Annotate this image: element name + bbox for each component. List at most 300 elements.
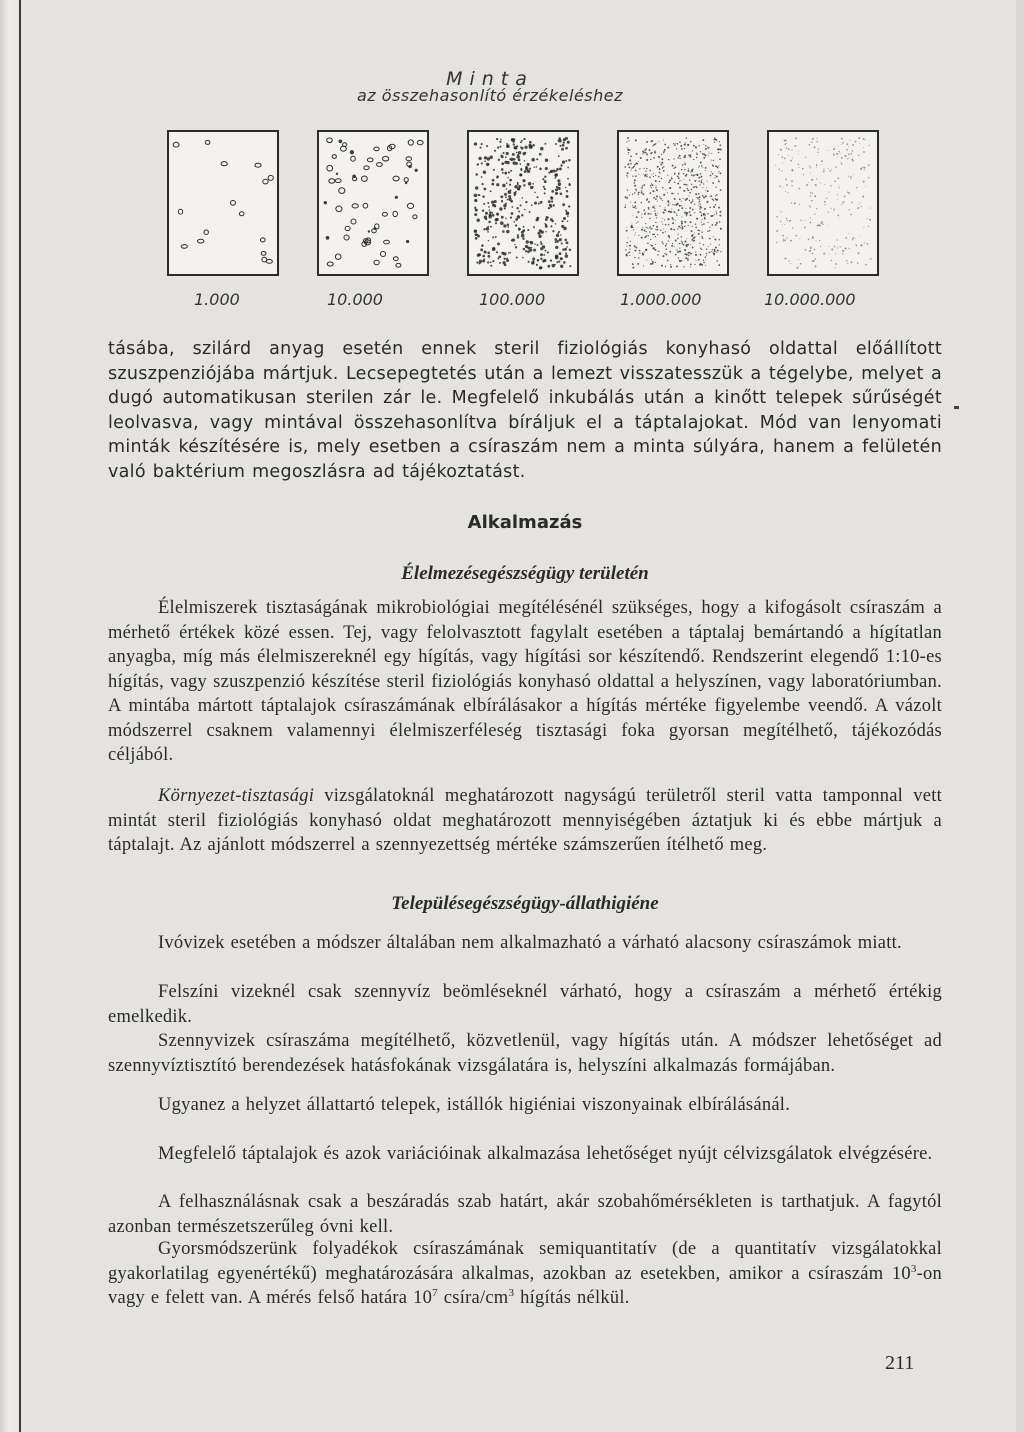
colony-dot [852, 150, 854, 152]
colony-dot [221, 162, 227, 166]
colony-dot [668, 202, 669, 203]
colony-dot [630, 202, 631, 203]
colony-dot [628, 149, 630, 151]
colony-dot [789, 220, 791, 222]
colony-dot [554, 264, 555, 265]
colony-dot [715, 195, 716, 196]
colony-dot [413, 215, 417, 219]
colony-dot [653, 173, 654, 174]
colony-dot [663, 194, 665, 196]
colony-dot [636, 223, 637, 224]
colony-dot [492, 236, 494, 238]
colony-dot [561, 148, 564, 151]
colony-dot [778, 169, 780, 171]
colony-dot [837, 194, 838, 195]
colony-dot [810, 172, 811, 173]
colony-dot [863, 138, 865, 140]
colony-dot [715, 247, 717, 249]
colony-dot [855, 238, 856, 239]
colony-dot [853, 174, 854, 175]
colony-dot [514, 194, 516, 196]
colony-dot [668, 240, 669, 241]
panel-label-5: 10.000.000 [764, 290, 856, 309]
colony-dot [533, 226, 535, 228]
colony-dot [568, 205, 570, 207]
colony-panel-5-art [769, 132, 877, 274]
colony-dot [512, 238, 515, 241]
colony-dot [678, 155, 680, 157]
colony-dot [784, 140, 786, 142]
colony-dot [642, 153, 643, 154]
colony-dot [846, 149, 848, 151]
colony-dot [828, 168, 829, 169]
colony-dot [663, 170, 665, 172]
colony-dot [671, 178, 673, 180]
colony-dot [508, 252, 510, 254]
colony-dot [665, 231, 666, 232]
colony-dot [702, 195, 704, 197]
colony-dot [709, 230, 710, 231]
colony-dot [685, 175, 687, 177]
colony-dot [695, 146, 697, 148]
colony-dot [687, 188, 689, 190]
colony-dot [660, 198, 662, 200]
colony-dot [533, 167, 534, 168]
colony-dot [870, 258, 872, 260]
colony-dot [869, 145, 870, 146]
colony-dot [525, 201, 527, 203]
colony-dot [646, 260, 647, 261]
colony-dot [374, 147, 379, 151]
colony-dot [683, 184, 685, 186]
colony-dot [786, 147, 788, 149]
colony-dot [864, 242, 865, 243]
colony-dot [841, 138, 842, 139]
colony-dot [667, 200, 669, 202]
colony-dot [678, 193, 679, 194]
colony-dot [555, 170, 557, 172]
colony-dot [698, 205, 699, 206]
colony-dot [563, 227, 567, 231]
colony-dot [719, 158, 721, 160]
colony-dot [637, 211, 639, 213]
colony-panel-1-art [169, 132, 277, 274]
colony-dot [648, 235, 649, 236]
colony-dot [638, 235, 639, 236]
colony-dot [662, 218, 663, 219]
colony-dot [543, 186, 545, 188]
colony-dot [533, 249, 536, 252]
colony-dot [521, 234, 525, 238]
colony-dot [695, 193, 697, 195]
colony-dot [863, 181, 865, 183]
colony-dot [703, 260, 704, 261]
colony-dot [636, 190, 637, 191]
colony-dot [563, 217, 566, 220]
colony-dot [716, 186, 717, 187]
colony-dot [488, 215, 491, 218]
colony-dot [684, 148, 685, 149]
colony-dot [643, 174, 644, 175]
colony-dot [655, 244, 656, 245]
colony-dot [835, 253, 836, 254]
colony-dot [815, 258, 817, 260]
colony-dot [497, 242, 500, 245]
colony-dot [630, 155, 632, 157]
colony-dot [706, 253, 707, 254]
colony-dot [852, 144, 854, 146]
colony-dot [395, 196, 398, 199]
colony-dot [532, 257, 535, 260]
colony-dot [502, 152, 504, 154]
colony-dot [545, 231, 546, 232]
colony-dot [677, 183, 679, 185]
colony-dot [858, 155, 859, 156]
colony-dot [496, 138, 498, 140]
colony-dot [485, 212, 488, 215]
colony-dot [543, 259, 546, 262]
colony-dot [475, 233, 478, 236]
colony-dot [800, 263, 802, 265]
colony-dot [632, 215, 633, 216]
colony-dot [786, 237, 787, 238]
colony-dot [673, 143, 674, 144]
colony-dot [550, 218, 553, 221]
colony-dot [717, 166, 719, 168]
colony-dot [497, 147, 499, 149]
colony-dot [487, 231, 489, 233]
colony-dot [638, 194, 639, 195]
colony-dot [528, 182, 532, 186]
colony-dot [486, 145, 488, 147]
colony-dot [834, 246, 835, 247]
colony-dot [632, 267, 634, 269]
colony-dot [501, 168, 504, 171]
colony-dot [567, 212, 569, 214]
colony-dot [705, 170, 706, 171]
colony-dot [634, 182, 636, 184]
colony-dot [558, 261, 560, 263]
colony-dot [838, 146, 839, 147]
colony-dot [475, 173, 478, 176]
colony-dot [332, 155, 336, 159]
colony-dot [482, 183, 484, 185]
colony-dot [693, 159, 694, 160]
colony-dot [517, 187, 520, 190]
colony-dot [524, 160, 526, 162]
colony-dot [810, 248, 811, 249]
colony-dot [173, 142, 179, 147]
colony-dot [707, 146, 708, 147]
colony-dot [680, 145, 682, 147]
colony-dot [494, 150, 496, 152]
colony-dot [655, 187, 656, 188]
colony-dot [685, 142, 686, 143]
colony-dot [708, 201, 709, 202]
colony-dot [627, 147, 628, 148]
colony-dot [699, 264, 701, 266]
colony-dot [715, 175, 716, 176]
colony-dot [567, 167, 569, 169]
colony-dot [490, 226, 492, 228]
colony-dot [540, 201, 543, 204]
colony-dot [644, 251, 645, 252]
colony-dot [649, 176, 651, 178]
colony-dot [629, 167, 631, 169]
colony-dot [688, 195, 689, 196]
colony-dot [669, 251, 671, 253]
colony-dot [481, 162, 483, 164]
colony-dot [536, 264, 538, 266]
colony-panel-2 [317, 130, 429, 276]
colony-dot [705, 145, 706, 146]
colony-dot [699, 208, 700, 209]
colony-dot [716, 211, 717, 212]
colony-dot [785, 191, 786, 192]
colony-dot [527, 163, 530, 166]
colony-dot [820, 182, 821, 183]
colony-dot [477, 254, 480, 257]
colony-dot [650, 185, 651, 186]
colony-dot [510, 252, 512, 254]
colony-dot [687, 170, 689, 172]
colony-dot [515, 246, 517, 248]
colony-dot [627, 137, 629, 139]
colony-dot [866, 218, 867, 219]
rapid-text-a: Gyorsmódszerünk folyadékok csíraszámának semiquantitatív (de a quantitatív vizsgálatokkal gyakorlatilag egyenértékű) meghatározására alkalmas, azokban az esetekben, amikor a csíraszám 10 [108, 1239, 942, 1284]
colony-dot [679, 243, 680, 244]
colony-dot [326, 236, 330, 240]
colony-dot [492, 179, 495, 182]
colony-dot [714, 177, 715, 178]
colony-dot [826, 198, 827, 199]
colony-dot [565, 254, 568, 257]
colony-dot [814, 146, 816, 148]
colony-dot [833, 210, 834, 211]
colony-dot [685, 208, 686, 209]
colony-dot [522, 257, 524, 259]
colony-dot [676, 148, 677, 149]
colony-dot [775, 165, 776, 166]
colony-dot [547, 265, 550, 268]
colony-dot [662, 167, 664, 169]
colony-dot [632, 176, 633, 177]
colony-dot [504, 264, 507, 267]
colony-dot [553, 204, 555, 206]
colony-dot [626, 175, 627, 176]
colony-dot [669, 187, 671, 189]
colony-dot [848, 248, 849, 249]
colony-dot [698, 177, 700, 179]
colony-dot [529, 145, 533, 149]
colony-dot [535, 166, 537, 168]
colony-dot [651, 264, 652, 265]
colony-dot [805, 157, 806, 158]
colony-dot [544, 176, 546, 178]
colony-dot [698, 180, 700, 182]
colony-dot [565, 160, 567, 162]
colony-dot [689, 200, 690, 201]
colony-dot [645, 249, 647, 251]
colony-dot [684, 179, 685, 180]
colony-dot [537, 259, 540, 262]
colony-dot [693, 175, 695, 177]
colony-dot [654, 249, 656, 251]
colony-dot [658, 156, 660, 158]
colony-dot [495, 236, 497, 238]
colony-dot [822, 223, 824, 225]
colony-dot [540, 243, 542, 245]
colony-dot [836, 239, 837, 240]
colony-dot [641, 217, 642, 218]
colony-dot [686, 215, 687, 216]
colony-dot [635, 175, 637, 177]
colony-dot [525, 240, 528, 243]
colony-dot [700, 162, 702, 164]
colony-dot [859, 143, 860, 144]
colony-dot [540, 247, 543, 250]
colony-dot [521, 140, 523, 142]
colony-dot [664, 209, 666, 211]
colony-dot [501, 162, 504, 165]
colony-dot [698, 193, 700, 195]
colony-dot [566, 241, 569, 244]
colony-dot [852, 237, 854, 239]
colony-dot [816, 166, 817, 167]
colony-dot [812, 238, 813, 239]
colony-dot [676, 143, 677, 144]
margin-mark [954, 406, 959, 409]
colony-dot [362, 176, 368, 181]
colony-dot [630, 241, 631, 242]
figure-title: Minta [446, 68, 534, 90]
colony-dot [668, 224, 669, 225]
colony-dot [205, 140, 210, 144]
colony-dot [634, 207, 635, 208]
colony-dot [684, 144, 686, 146]
colony-dot [538, 235, 541, 238]
colony-dot [520, 204, 522, 206]
colony-dot [679, 260, 681, 262]
colony-dot [646, 141, 648, 143]
colony-dot [517, 236, 520, 239]
colony-dot [482, 255, 485, 258]
colony-dot [678, 226, 680, 228]
colony-dot [663, 212, 665, 214]
colony-dot [687, 258, 689, 260]
colony-dot [702, 237, 704, 239]
colony-dot [862, 196, 864, 198]
colony-dot [704, 208, 706, 210]
colony-dot [675, 204, 676, 205]
colony-dot [675, 254, 677, 256]
colony-dot [652, 184, 654, 186]
colony-dot [675, 166, 677, 168]
colony-dot [711, 251, 712, 252]
colony-dot [838, 151, 839, 152]
colony-dot [690, 214, 692, 216]
colony-dot [654, 208, 655, 209]
colony-dot [557, 140, 558, 141]
colony-dot [787, 220, 788, 221]
colony-dot [662, 243, 663, 244]
colony-dot [705, 190, 706, 191]
colony-dot [800, 220, 801, 221]
colony-dot [474, 199, 477, 202]
colony-dot [695, 223, 696, 224]
colony-dot [708, 147, 709, 148]
colony-dot [479, 147, 481, 149]
colony-dot [691, 170, 693, 172]
colony-dot [501, 252, 504, 255]
colony-dot [550, 196, 552, 198]
colony-dot [798, 259, 799, 260]
colony-dot [537, 244, 539, 246]
colony-dot [404, 178, 408, 182]
colony-dot [474, 207, 476, 209]
colony-dot [837, 247, 838, 248]
colony-dot [626, 242, 628, 244]
colony-dot [659, 181, 660, 182]
colony-dot [544, 143, 546, 145]
colony-dot [482, 196, 484, 198]
colony-dot [858, 252, 860, 254]
colony-dot [660, 164, 662, 166]
colony-dot [693, 145, 695, 147]
colony-dot [692, 200, 693, 201]
colony-dot [641, 202, 642, 203]
colony-dot [500, 221, 504, 225]
colony-dot [341, 146, 347, 151]
colony-dot [648, 207, 650, 209]
panel-label-3: 100.000 [479, 290, 546, 309]
colony-dot [776, 230, 778, 232]
colony-dot [841, 163, 843, 165]
colony-dot [407, 203, 413, 208]
colony-dot [324, 201, 327, 204]
colony-dot [687, 244, 689, 246]
colony-dot [563, 141, 565, 143]
colony-dot [692, 199, 693, 200]
colony-dot [555, 173, 558, 176]
colony-dot [491, 183, 494, 186]
colony-dot [703, 223, 705, 225]
colony-dot [556, 186, 558, 188]
colony-dot [705, 195, 707, 197]
colony-dot [640, 157, 642, 159]
colony-dot [530, 186, 533, 189]
colony-dot [506, 161, 509, 164]
colony-dot [524, 146, 527, 149]
colony-dot [527, 229, 529, 231]
colony-dot [651, 259, 652, 260]
colony-dot [780, 221, 781, 222]
colony-dot [672, 243, 673, 244]
colony-dot [336, 206, 342, 212]
colony-dot [508, 198, 511, 201]
colony-dot [567, 178, 569, 180]
colony-dot [363, 203, 368, 208]
colony-dot [720, 189, 722, 191]
colony-dot [708, 155, 709, 156]
colony-dot [677, 238, 679, 240]
colony-dot [870, 208, 871, 209]
colony-dot [701, 165, 703, 167]
colony-dot [625, 204, 626, 205]
colony-dot [681, 169, 682, 170]
colony-dot [701, 264, 703, 266]
colony-dot [690, 221, 692, 223]
